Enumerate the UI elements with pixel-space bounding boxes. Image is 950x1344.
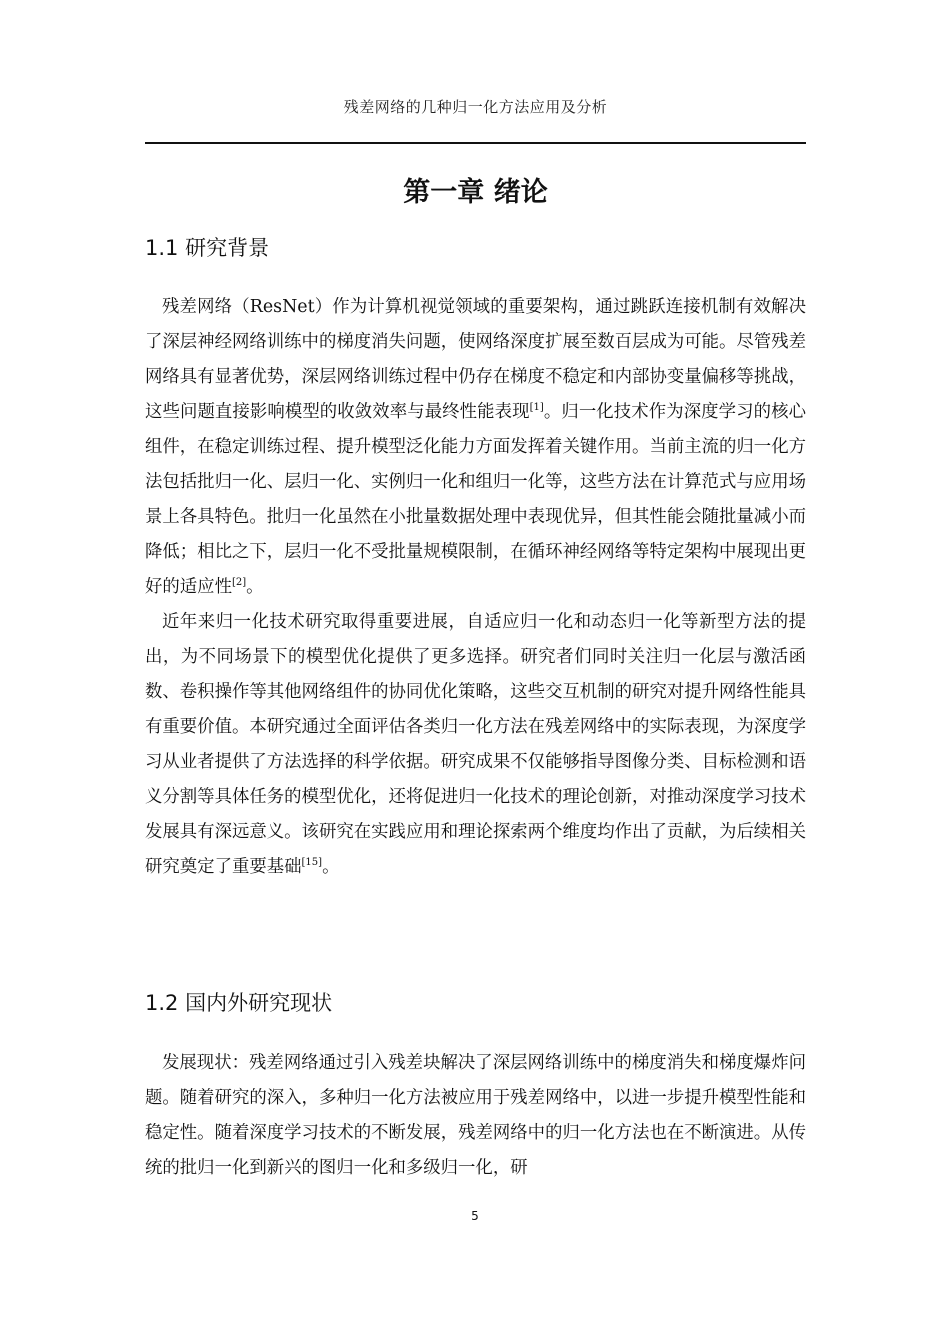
citation: [2]: [231, 577, 247, 589]
paragraph: [145, 290, 806, 605]
paragraph-text: 。归一化技术作为深度学习的核心组件，在稳定训练过程、提升模型泛化能力方面发挥着关键作用。当前主流的归一化方法包括批归一化、层归一化、实例归一化和组归一化等，这些方法在计算范式与应用场景上各具特色。批归一化虽然在小批量数据处理中表现优异，但其性能会随批量减小而降低；相比之下，层归一化不受批量规模限制，在循环神经网络等特定架构中展现出更好的适应性: [145, 402, 806, 597]
paragraph-text: 近年来归一化技术研究取得重要进展，自适应归一化和动态归一化等新型方法的提出，为不同场景下的模型优化提供了更多选择。研究者们同时关注归一化层与激活函数、卷积操作等其他网络组件的协同优化策略，这些交互机制的研究对提升网络性能具有重要价值。本研究通过全面评估各类归一化方法在残差网络中的实际表现，为深度学习从业者提供了方法选择的科学依据。研究成果不仅能够指导图像分类、目标检测和语义分割等具体任务的模型优化，还将促进归一化技术的理论创新，对推动深度学习技术发展具有深远意义。该研究在实践应用和理论探索两个维度均作出了贡献，为后续相关研究奠定了重要基础: [145, 612, 806, 877]
citation: [15]: [301, 857, 323, 869]
citation: [1]: [529, 402, 544, 414]
page-number: 5: [471, 1209, 479, 1223]
section-heading-1-2: 1.2 国内外研究现状: [145, 991, 333, 1015]
paragraph: [145, 1046, 806, 1186]
section-1-1-body: [145, 290, 806, 885]
paragraph-text: 残差网络（ResNet）作为计算机视觉领域的重要架构，通过跳跃连接机制有效解决了深层神经网络训练中的梯度消失问题，使网络深度扩展至数百层成为可能。尽管残差网络具有显著优势，深层网络训练过程中仍存在梯度不稳定和内部协变量偏移等挑战，这些问题直接影响模型的收敛效率与最终性能表现: [145, 297, 806, 422]
paragraph-text: 。: [322, 857, 340, 877]
section-heading-1-1: 1.1 研究背景: [145, 236, 270, 260]
paragraph-text: 发展现状：残差网络通过引入残差块解决了深层网络训练中的梯度消失和梯度爆炸问题。随着研究的深入，多种归一化方法被应用于残差网络中，以进一步提升模型性能和稳定性。随着深度学习技术的不断发展，残差网络中的归一化方法也在不断演进。从传统的批归一化到新兴的图归一化和多级归一化，研: [145, 1053, 806, 1178]
running-header: 残差网络的几种归一化方法应用及分析: [343, 98, 608, 116]
section-1-2-body: [145, 1046, 806, 1186]
paragraph: [145, 605, 806, 885]
header-rule: [145, 142, 806, 144]
chapter-title: 第一章 绪论: [403, 177, 548, 208]
paragraph-text: 。: [246, 577, 264, 597]
